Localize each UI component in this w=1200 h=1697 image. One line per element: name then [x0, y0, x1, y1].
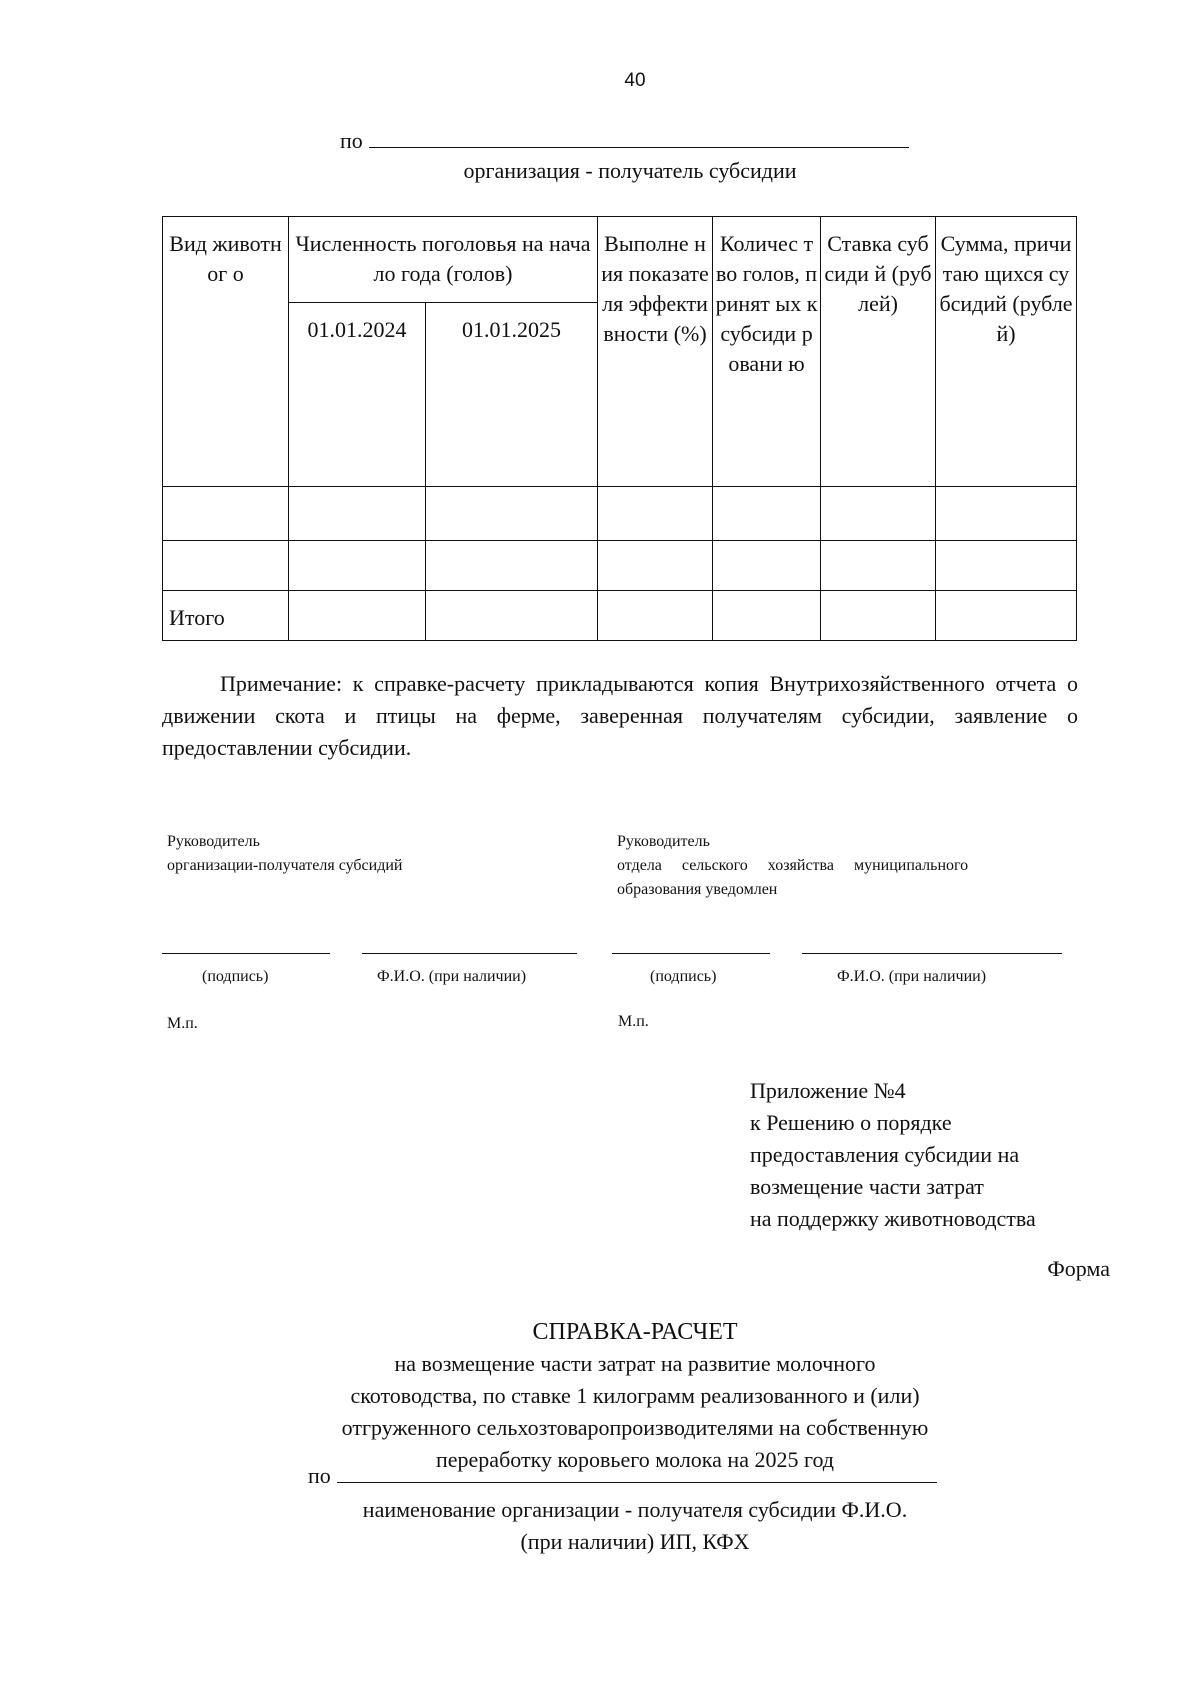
appendix-line: на поддержку животноводства	[750, 1206, 1036, 1231]
subtitle-line: переработку коровьего молока на 2025 год	[436, 1447, 834, 1472]
form-label: Форма	[1047, 1256, 1110, 1281]
header-efficiency: Выполне ния показате ля эффекти вности (%)	[598, 217, 713, 487]
certificate-subtitle	[220, 1348, 1050, 1476]
table-cell[interactable]	[289, 541, 426, 591]
left-name-line[interactable]	[362, 953, 577, 954]
table-cell[interactable]	[936, 487, 1077, 541]
table-cell[interactable]	[426, 541, 598, 591]
appendix-line: Приложение №4	[750, 1078, 906, 1103]
page-number: 40	[624, 70, 646, 91]
recipient-blank-line[interactable]	[369, 131, 909, 148]
header-rate: Ставка субсиди й (рублей)	[821, 217, 936, 487]
table-cell[interactable]	[821, 541, 936, 591]
header-quantity: Количес тво голов, принят ых к субсиди ровани ю	[713, 217, 821, 487]
subsidy-table	[162, 216, 1077, 641]
right-signature-line[interactable]	[612, 953, 770, 954]
right-title-line-1: Руководитель	[617, 833, 710, 850]
table-row	[163, 487, 1077, 541]
left-signature-label: (подпись)	[202, 968, 269, 985]
subtitle-line: отгруженного сельхозтоваропроизводителями на собственную	[341, 1415, 929, 1440]
total-label: Итого	[163, 591, 289, 641]
header-headcount: Численность поголовья на начало года (голов)	[289, 217, 598, 303]
right-name-label: Ф.И.О. (при наличии)	[837, 968, 987, 985]
left-signature-line[interactable]	[162, 953, 330, 954]
caption-line: наименование организации - получателя субсидии Ф.И.О.	[362, 1497, 908, 1522]
recipient-field	[340, 128, 909, 154]
certificate-title: СПРАВКА-РАСЧЕТ	[532, 1319, 738, 1345]
right-title-line-3: образования уведомлен	[617, 881, 778, 898]
table-cell[interactable]	[163, 541, 289, 591]
caption-line: (при наличии) ИП, КФХ	[520, 1529, 750, 1554]
table-cell[interactable]	[426, 487, 598, 541]
table-cell[interactable]	[713, 487, 821, 541]
table-cell[interactable]	[598, 487, 713, 541]
appendix-reference	[750, 1075, 1036, 1235]
right-name-line[interactable]	[802, 953, 1062, 954]
appendix-line: к Решению о порядке	[750, 1110, 952, 1135]
po-label: по	[308, 1463, 331, 1488]
recipient-caption: организация - получатель субсидии	[463, 158, 797, 183]
table-cell[interactable]	[713, 591, 821, 641]
table-cell[interactable]	[821, 487, 936, 541]
header-date-2025: 01.01.2025	[426, 303, 598, 487]
organization-field	[308, 1463, 937, 1489]
header-animal-type: Вид животног о	[163, 217, 289, 487]
header-date-2024: 01.01.2024	[289, 303, 426, 487]
table-cell[interactable]	[936, 541, 1077, 591]
table-cell[interactable]	[821, 591, 936, 641]
table-cell[interactable]	[598, 541, 713, 591]
table-cell[interactable]	[163, 487, 289, 541]
note	[162, 668, 1078, 764]
appendix-line: предоставления субсидии на	[750, 1142, 1020, 1167]
organization-blank-line[interactable]	[337, 1466, 937, 1483]
header-sum: Сумма, причитаю щихся субсидий (рублей)	[936, 217, 1077, 487]
table-cell[interactable]	[426, 591, 598, 641]
table-cell[interactable]	[936, 591, 1077, 641]
right-signatory-title	[617, 830, 1051, 902]
left-name-label: Ф.И.О. (при наличии)	[377, 968, 527, 985]
right-signature-label: (подпись)	[650, 968, 717, 985]
table-cell[interactable]	[713, 541, 821, 591]
left-signatory-title	[167, 830, 402, 878]
left-title-line-1: Руководитель	[167, 833, 260, 850]
table-cell[interactable]	[289, 487, 426, 541]
subtitle-line: на возмещение части затрат на развитие молочного	[394, 1351, 876, 1376]
left-title-line-2: организации-получателя субсидий	[167, 857, 403, 874]
note-text: Примечание: к справке-расчету прикладываются копия Внутрихозяйственного отчета о движении скота и птицы на ферме, заверенная получателям субсидии, заявление о предоставлении субсидии.	[162, 671, 1078, 760]
table-row	[163, 541, 1077, 591]
appendix-line: возмещение части затрат	[750, 1174, 984, 1199]
total-row	[163, 591, 1077, 641]
po-label: по	[340, 128, 363, 153]
right-stamp-label: М.п.	[618, 1013, 649, 1030]
subtitle-line: скотоводства, по ставке 1 килограмм реализованного и (или)	[350, 1383, 920, 1408]
table-cell[interactable]	[289, 591, 426, 641]
table-cell[interactable]	[598, 591, 713, 641]
organization-caption	[220, 1494, 1050, 1558]
left-stamp-label: М.п.	[167, 1015, 198, 1032]
right-title-line-2: отдела сельского хозяйства муниципального	[617, 857, 969, 874]
